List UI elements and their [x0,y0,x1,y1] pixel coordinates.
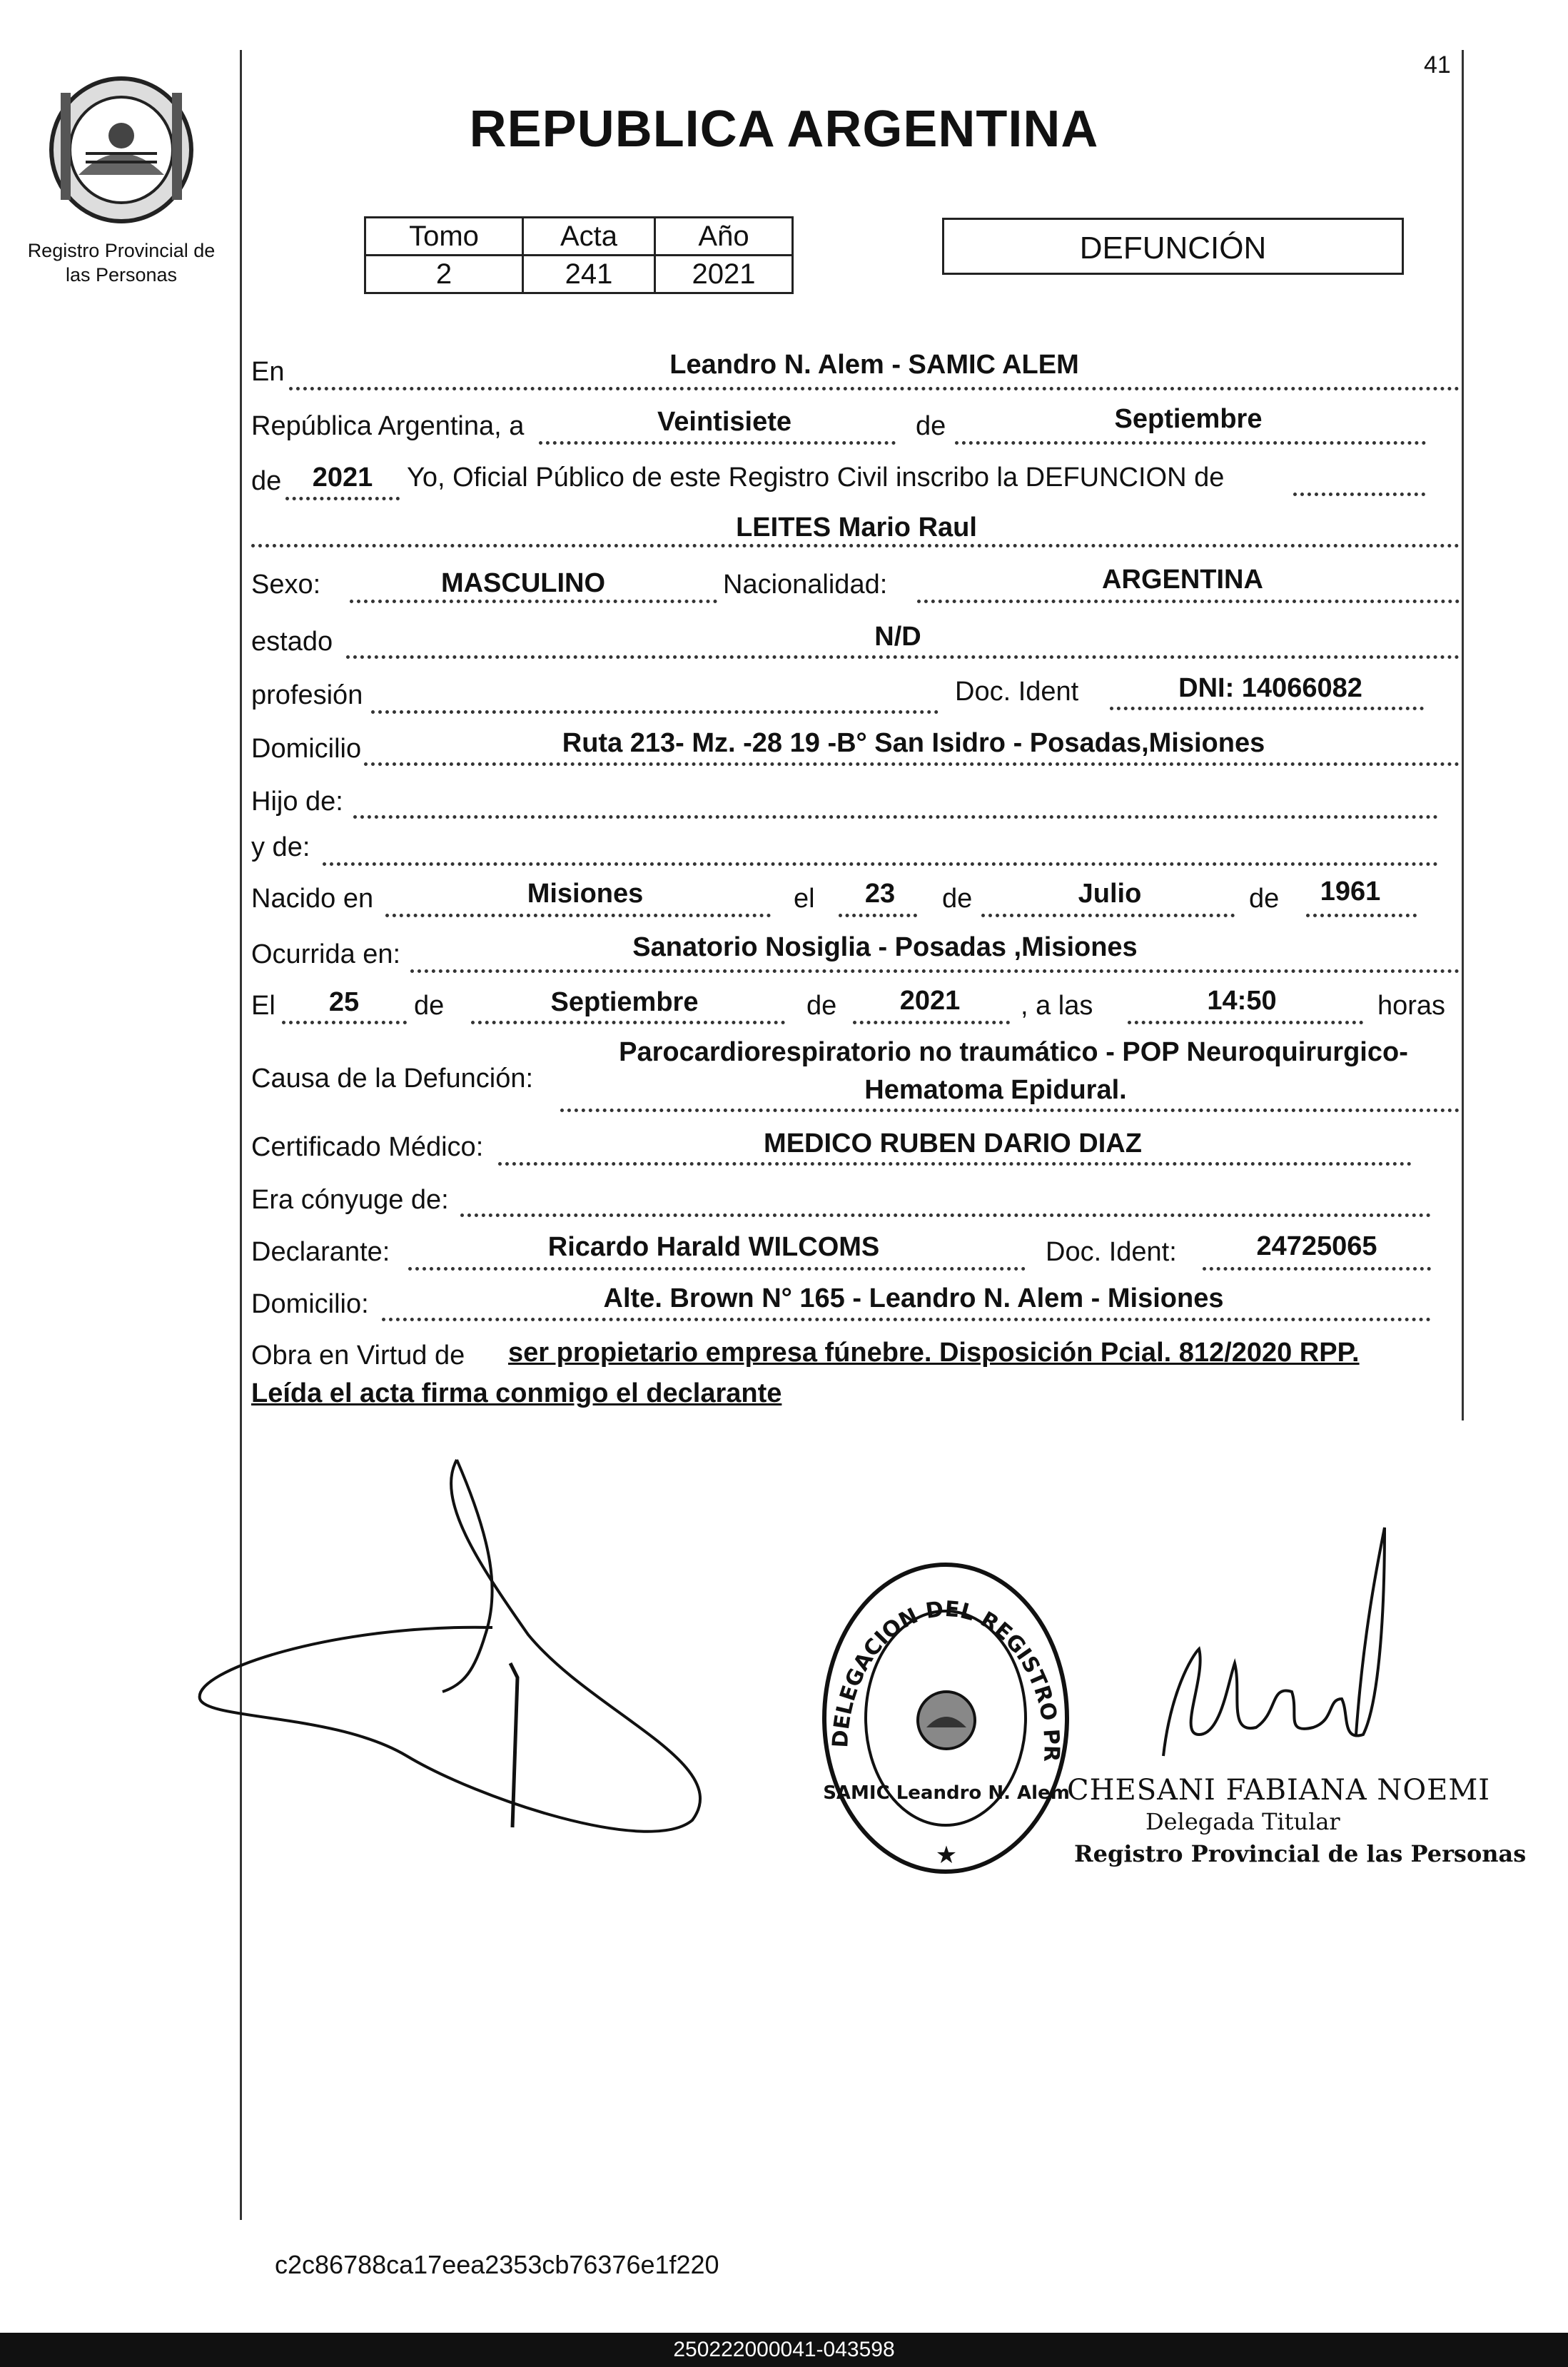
day-line [539,441,896,445]
de-label-1: de [916,411,946,441]
declarante-value: Ricardo Harald WILCOMS [547,1232,880,1262]
year-value: 2021 [312,463,373,493]
footer-code-bar: 250222000041-043598 [0,2333,1568,2367]
domicilio-value: Ruta 213- Mz. -28 19 -B° San Isidro - Posadas,Misiones [562,728,1265,758]
value-acta: 241 [523,256,655,293]
estado-line [346,655,1460,659]
page-title: REPUBLICA ARGENTINA [469,101,1099,158]
official-name: CHESANI FABIANA NOEMI [1067,1774,1491,1807]
estado-value: N/D [874,622,921,652]
year-line [285,497,400,500]
certificado-line [498,1162,1412,1166]
y-de-line [323,862,1438,866]
official-org: Registro Provincial de las Personas [1074,1840,1527,1867]
month-line [955,441,1426,445]
obra-value: ser propietario empresa fúnebre. Disposición Pcial. 812/2020 RPP. [508,1338,1360,1368]
month-value: Septiembre [1114,404,1263,434]
de-label-2: de [251,466,282,496]
profesion-label: profesión [251,680,363,710]
hijo-label: Hijo de: [251,787,343,817]
registry-label: Registro Provincial de las Personas [27,240,216,286]
domicilio-label: Domicilio [251,734,362,764]
hijo-line [353,815,1438,819]
day-words-value: Veintisiete [657,407,791,437]
estado-label: estado [251,627,333,657]
yo-line [1293,493,1425,496]
domicilio2-value: Alte. Brown N° 165 - Leandro N. Alem - Misiones [603,1283,1224,1313]
header-tomo: Tomo [365,218,523,256]
left-margin-line [240,50,242,2220]
de-label-5: de [414,991,445,1021]
doc-ident2-value: 24725065 [1256,1231,1377,1261]
nacido-lugar-value: Misiones [527,879,644,909]
causa-line [560,1109,1460,1112]
declarante-label: Declarante: [251,1237,390,1267]
el2-label: El [251,991,275,1021]
record-table [364,216,794,294]
nacido-anio-value: 1961 [1320,877,1381,907]
obra-label: Obra en Virtud de [251,1341,465,1371]
en-label: En [251,357,285,387]
declarante-line [408,1267,1026,1271]
doc-ident2-label: Doc. Ident: [1046,1237,1177,1267]
de-label-3: de [942,884,973,914]
muerte-anio-value: 2021 [899,986,961,1016]
stamp-outer-text: DELEGACION DEL REGISTRO PR [828,1596,1064,1762]
nacido-mes-line [981,914,1235,917]
sexo-value: MASCULINO [440,568,606,598]
de-label-4: de [1249,884,1280,914]
nacido-mes-value: Julio [1078,879,1142,909]
ocurrida-label: Ocurrida en: [251,939,401,969]
value-anio: 2021 [655,256,793,293]
stamp-inner-text: SAMIC Leandro N. Alem [823,1782,1070,1804]
leida-text: Leída el acta firma conmigo el declarante [251,1378,782,1408]
domicilio2-label: Domicilio: [251,1289,369,1319]
nacionalidad-line [917,600,1460,603]
muerte-anio-line [853,1021,1010,1024]
header-acta: Acta [523,218,655,256]
muerte-dia-value: 25 [328,987,360,1017]
yo-text: Yo, Oficial Público de este Registro Civil inscribo la DEFUNCION de [407,463,1225,493]
profesion-line [371,710,939,714]
hora-line [1128,1021,1363,1024]
page-number: 41 [1424,51,1451,79]
doc-ident-value: DNI: 14066082 [1178,673,1362,703]
nacionalidad-value: ARGENTINA [1102,565,1263,595]
right-margin-line [1462,50,1464,1420]
official-signature [1149,1520,1392,1777]
a-las-label: , a las [1021,991,1093,1021]
official-role: Delegada Titular [1145,1808,1340,1835]
el-label: el [794,884,815,914]
header-anio: Año [655,218,793,256]
nacido-label: Nacido en [251,884,374,914]
certificado-label: Certificado Médico: [251,1132,484,1162]
domicilio-line [364,762,1460,766]
de-label-6: de [806,991,837,1021]
conyuge-label: Era cónyuge de: [251,1185,449,1215]
document-hash: c2c86788ca17eea2353cb76376e1f220 [275,2250,719,2279]
ocurrida-line [410,969,1460,973]
official-stamp [819,1560,1073,1877]
sexo-line [350,600,717,603]
nacido-anio-line [1306,914,1417,917]
nacido-dia-value: 23 [864,879,896,909]
y-de-label: y de: [251,832,310,862]
certificado-value: MEDICO RUBEN DARIO DIAZ [764,1129,1142,1159]
place-line [289,387,1460,390]
nacido-dia-line [839,914,917,917]
svg-text:★: ★ [935,1842,958,1869]
record-type-box: DEFUNCIÓN [942,218,1404,275]
conyuge-line [460,1213,1431,1217]
horas-label: horas [1377,991,1446,1021]
muerte-mes-value: Septiembre [550,987,699,1017]
muerte-mes-line [471,1021,785,1024]
doc-ident-label: Doc. Ident [955,677,1079,707]
doc-ident-line [1110,707,1424,710]
hora-value: 14:50 [1207,986,1277,1016]
place-value: Leandro N. Alem - SAMIC ALEM [669,350,1079,380]
name-line [251,544,1460,547]
doc-ident2-line [1203,1267,1431,1271]
nacionalidad-label: Nacionalidad: [723,570,888,600]
sexo-label: Sexo: [251,570,321,600]
nacido-lugar-line [385,914,771,917]
muerte-dia-line [282,1021,407,1024]
causa-line2-value: Hematoma Epidural. [864,1075,1127,1105]
republica-label: República Argentina, a [251,411,525,441]
deceased-name-value: LEITES Mario Raul [736,513,977,542]
declarant-signature [193,1456,735,1842]
domicilio2-line [382,1318,1431,1321]
causa-label: Causa de la Defunción: [251,1064,534,1094]
ocurrida-value: Sanatorio Nosiglia - Posadas ,Misiones [632,932,1138,962]
causa-line1-value: Parocardiorespiratorio no traumático - POP Neuroquirurgico- [619,1037,1408,1067]
value-tomo: 2 [365,256,523,293]
